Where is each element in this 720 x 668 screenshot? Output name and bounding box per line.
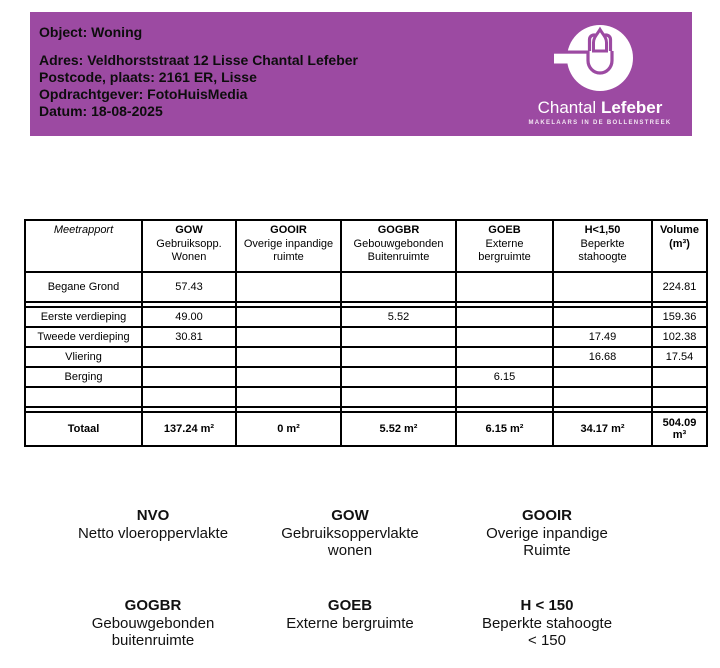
value-cell — [652, 387, 707, 407]
tulip-in-hand-icon — [552, 24, 638, 92]
value-cell: 17.54 — [652, 347, 707, 367]
row-label-cell: Begane Grond — [25, 272, 142, 302]
table-row — [25, 367, 707, 387]
value-cell — [341, 367, 456, 387]
total-value-cell: 504.09 m³ — [652, 412, 707, 446]
column-header-goeb: GOEB Externe bergruimte — [456, 220, 553, 272]
table-row-empty — [25, 387, 707, 407]
value-cell — [236, 387, 341, 407]
legend-item-gow: GOW Gebruiksoppervlakte wonen — [281, 507, 419, 559]
brand-last-name: Lefeber — [600, 98, 663, 117]
brand-first-name: Chantal — [537, 98, 597, 117]
column-header-gow: GOW Gebruiksopp. Wonen — [142, 220, 236, 272]
value-cell: 6.15 — [456, 367, 553, 387]
legend-item-gogbr: GOGBR Gebouwgebonden buitenruimte — [91, 597, 215, 649]
value-cell — [236, 327, 341, 347]
total-value-cell: 137.24 m² — [142, 412, 236, 446]
value-cell — [456, 272, 553, 302]
adres-line: Adres: Veldhorststraat 12 Lisse Chantal Lefeber — [39, 52, 358, 68]
brand-name — [505, 98, 695, 117]
value-cell — [456, 307, 553, 327]
value-cell — [456, 327, 553, 347]
value-cell — [236, 307, 341, 327]
value-cell — [553, 272, 652, 302]
total-value-cell: 34.17 m² — [553, 412, 652, 446]
value-cell: 57.43 — [142, 272, 236, 302]
value-cell — [553, 387, 652, 407]
row-label-cell: Eerste verdieping — [25, 307, 142, 327]
table-row — [25, 327, 707, 347]
value-cell — [341, 387, 456, 407]
value-cell: 30.81 — [142, 327, 236, 347]
legend-item-nvo: NVO Netto vloeroppervlakte — [77, 507, 229, 542]
value-cell — [236, 272, 341, 302]
value-cell: 17.49 — [553, 327, 652, 347]
value-cell — [341, 347, 456, 367]
meetrapport-table — [24, 219, 708, 447]
value-cell — [553, 367, 652, 387]
table-total-row — [25, 412, 707, 446]
report-header — [30, 12, 692, 136]
total-label-cell: Totaal — [25, 412, 142, 446]
row-label-cell: Berging — [25, 367, 142, 387]
total-value-cell: 0 m² — [236, 412, 341, 446]
brand-tagline: MAKELAARS IN DE BOLLENSTREEK — [528, 120, 672, 126]
row-label-cell: Tweede verdieping — [25, 327, 142, 347]
table-row — [25, 347, 707, 367]
opdrachtgever-line: Opdrachtgever: FotoHuisMedia — [39, 86, 248, 102]
row-label-cell: Vliering — [25, 347, 142, 367]
value-cell — [142, 387, 236, 407]
value-cell — [456, 387, 553, 407]
column-header-h150: H<1,50 Beperkte stahoogte — [553, 220, 652, 272]
value-cell — [652, 367, 707, 387]
table-row — [25, 307, 707, 327]
value-cell — [341, 272, 456, 302]
value-cell: 16.68 — [553, 347, 652, 367]
total-value-cell: 5.52 m² — [341, 412, 456, 446]
value-cell — [341, 327, 456, 347]
table-header-row — [25, 220, 707, 272]
table-row — [25, 272, 707, 302]
value-cell — [236, 347, 341, 367]
row-label-cell — [25, 387, 142, 407]
column-header-volume: Volume (m³) — [652, 220, 707, 272]
column-header-gooir: GOOIR Overige inpandige ruimte — [236, 220, 341, 272]
value-cell: 5.52 — [341, 307, 456, 327]
corner-label: Meetrapport — [25, 220, 142, 272]
legend-item-gooir: GOOIR Overige inpandige Ruimte — [486, 507, 608, 559]
value-cell — [553, 307, 652, 327]
value-cell — [142, 367, 236, 387]
legend-item-goeb: GOEB Externe bergruimte — [286, 597, 414, 632]
value-cell: 159.36 — [652, 307, 707, 327]
value-cell — [236, 367, 341, 387]
datum-line: Datum: 18-08-2025 — [39, 103, 163, 119]
postcode-line: Postcode, plaats: 2161 ER, Lisse — [39, 69, 257, 85]
total-value-cell: 6.15 m² — [456, 412, 553, 446]
value-cell: 224.81 — [652, 272, 707, 302]
value-cell — [142, 347, 236, 367]
object-line: Object: Woning — [39, 24, 143, 40]
value-cell: 49.00 — [142, 307, 236, 327]
value-cell: 102.38 — [652, 327, 707, 347]
value-cell — [456, 347, 553, 367]
legend-item-h150: H < 150 Beperkte stahoogte < 150 — [481, 597, 613, 649]
column-header-gogbr: GOGBR Gebouwgebonden Buitenruimte — [341, 220, 456, 272]
